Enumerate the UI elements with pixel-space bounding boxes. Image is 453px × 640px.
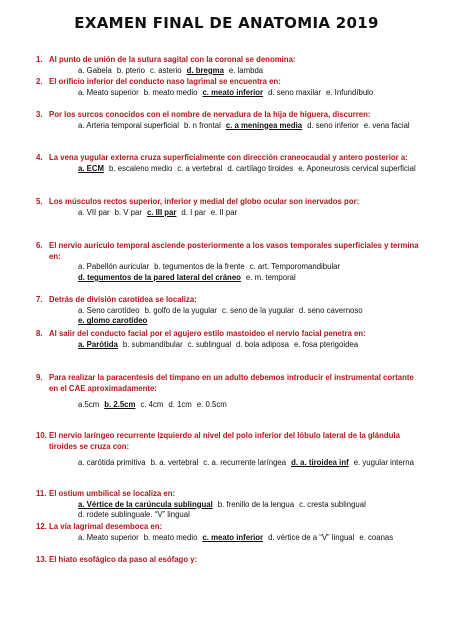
option: d. bola adiposa <box>236 339 289 349</box>
correct-option: e. glomo carotídeo <box>78 316 148 326</box>
option: b. escaleno medio <box>109 163 173 173</box>
option: a. VII par <box>78 207 110 217</box>
option: c. art. Temporomandibular <box>249 262 341 272</box>
option: d. I par <box>181 207 206 217</box>
option: c. a. recurrente laríngea <box>203 458 287 468</box>
option: d. cartílago tiroides <box>227 163 294 173</box>
question-number: 4. <box>36 153 43 162</box>
option: d. 1cm <box>168 400 192 410</box>
correct-option: c. meato inferior <box>202 87 264 97</box>
question-text: Por los surcos conocidos con el nombre de nervadura de la hija de higuera, discurren: <box>49 110 371 119</box>
question-text: El orificio inferior del conducto naso lagrimal se encuentra en: <box>49 77 281 86</box>
option: e. lambda <box>228 65 264 75</box>
correct-option: b. 2.5cm <box>104 400 136 410</box>
correct-option: a. ECM <box>78 163 104 173</box>
question-number: 2. <box>36 77 43 86</box>
question-text: La vía lagrimal desemboca en: <box>49 522 163 531</box>
option: e. m. temporal <box>245 272 296 282</box>
question-text: El nervio laríngeo recurrente izquierdo al nivel del polo inferior del lóbulo lateral de la glándula tiroides se cruza con: <box>49 431 400 451</box>
correct-option: d. bregma <box>186 65 224 75</box>
option: b. tegumentos de la frente <box>154 262 245 272</box>
option: e. fosa pterigoidea <box>293 339 359 349</box>
option: b. a. vertebral <box>150 458 199 468</box>
option: d. seno cavernoso <box>298 305 363 315</box>
options <box>30 88 425 99</box>
option: c. a vertebral <box>177 163 223 173</box>
correct-option: c. III par <box>146 207 177 217</box>
option: e. II par <box>210 207 238 217</box>
question-12 <box>30 522 425 543</box>
option: b. meato medio <box>143 532 198 542</box>
page-title: EXAMEN FINAL DE ANATOMIA 2019 <box>74 14 379 32</box>
question-number: 10. <box>36 431 47 440</box>
question-number: 11. <box>36 489 47 498</box>
correct-option: c. a meníngea media <box>225 120 303 130</box>
question-text: El hiato esofágico da paso al esófago y: <box>49 555 198 564</box>
options <box>30 121 425 132</box>
option: b. submandibular <box>122 339 183 349</box>
options <box>30 533 425 544</box>
option: a. Pabellón auricular <box>78 262 150 272</box>
question-5 <box>30 197 425 218</box>
question-text: Detrás de división carotídea se localiza: <box>49 295 197 304</box>
option: e. yugular interna <box>353 458 414 468</box>
option: a. Seno carotídeo <box>78 305 140 315</box>
question-number: 7. <box>36 295 43 304</box>
question-number: 5. <box>36 197 43 206</box>
option: e. vena facial <box>363 120 410 130</box>
options <box>30 458 425 469</box>
option: b. meato medio <box>143 87 198 97</box>
option: c. asterio <box>150 65 182 75</box>
options <box>30 306 425 327</box>
question-text: Los músculos rectos superior, inferior y medial del globo ocular son inervados por: <box>49 197 360 206</box>
question-text: La vena yugular externa cruza superficialmente con dirección craneocaudal y antero posterior a: <box>49 153 408 162</box>
option: b. V par <box>114 207 142 217</box>
option: b. frenillo de la lengua <box>217 499 295 509</box>
question-number: 13. <box>36 555 47 564</box>
correct-option: a. Vértice de la carúncula sublingual <box>78 499 213 509</box>
question-6 <box>30 241 425 283</box>
question-text: Al salir del conducto facial por el agujero estilo mastoideo el nervio facial penetra en: <box>49 329 366 338</box>
options <box>30 500 425 521</box>
question-2 <box>30 77 425 98</box>
options <box>30 164 425 175</box>
option: e. coanas <box>359 532 394 542</box>
options <box>30 208 425 219</box>
option: a. carótida primitiva <box>78 458 146 468</box>
question-4 <box>30 153 425 174</box>
question-number: 1. <box>36 55 43 64</box>
correct-option: c. meato inferior <box>202 532 264 542</box>
question-text: El ostium umbilical se localiza en: <box>49 489 176 498</box>
question-1 <box>30 55 425 76</box>
option: b. golfo de la yugular <box>144 305 217 315</box>
question-number: 9. <box>36 373 43 382</box>
option: a. Gabela <box>78 65 112 75</box>
question-11 <box>30 489 425 521</box>
option: a.5cm <box>78 400 100 410</box>
question-13 <box>30 555 425 566</box>
question-text: Al punto de unión de la sutura sagital con la coronal se denomina: <box>49 55 296 64</box>
question-number: 6. <box>36 241 43 250</box>
question-7 <box>30 295 425 327</box>
options <box>30 400 425 411</box>
option: e. Infundíbulo <box>325 87 374 97</box>
question-text: Para realizar la paracentesis del tímpano en un adulto debemos introducir el instrumental cortante en el CAE aproximadamente: <box>49 373 414 393</box>
option: c. 4cm <box>140 400 164 410</box>
options <box>30 66 425 77</box>
option: b. pterio <box>116 65 145 75</box>
question-text: El nervio aurículo temporal asciende posteriormente a los vasos temporales superficiales y termina en: <box>49 241 419 261</box>
question-8 <box>30 329 425 350</box>
options <box>30 340 425 351</box>
question-3 <box>30 110 425 131</box>
option: c. seno de la yugular <box>221 305 294 315</box>
option: d. seno inferior <box>307 120 359 130</box>
option: d. seno maxilar <box>268 87 321 97</box>
question-10 <box>30 431 425 469</box>
question-number: 12. <box>36 522 47 531</box>
option: d. vértice de a “V” lingual <box>268 532 355 542</box>
option: c. sublingual <box>187 339 232 349</box>
option: a. Meato superior <box>78 87 139 97</box>
options <box>30 262 425 283</box>
correct-option: d. tegumentos de la pared lateral del cráneo <box>78 272 241 282</box>
option: a. Arteria temporal superficial <box>78 120 179 130</box>
option: e. 0.5cm <box>196 400 227 410</box>
question-number: 8. <box>36 329 43 338</box>
option: e. Aponeurosis cervical superficial <box>298 163 416 173</box>
correct-option: a. Parótida <box>78 339 118 349</box>
option: a. Meato superior <box>78 532 139 542</box>
option: c. cresta sublingual <box>299 499 366 509</box>
question-9 <box>30 373 425 411</box>
correct-option: d. a. tiroidea inf <box>291 458 349 468</box>
option: b. n frontal <box>183 120 221 130</box>
question-number: 3. <box>36 110 43 119</box>
option: d. rodete sublinguale. “V” lingual <box>78 510 190 520</box>
